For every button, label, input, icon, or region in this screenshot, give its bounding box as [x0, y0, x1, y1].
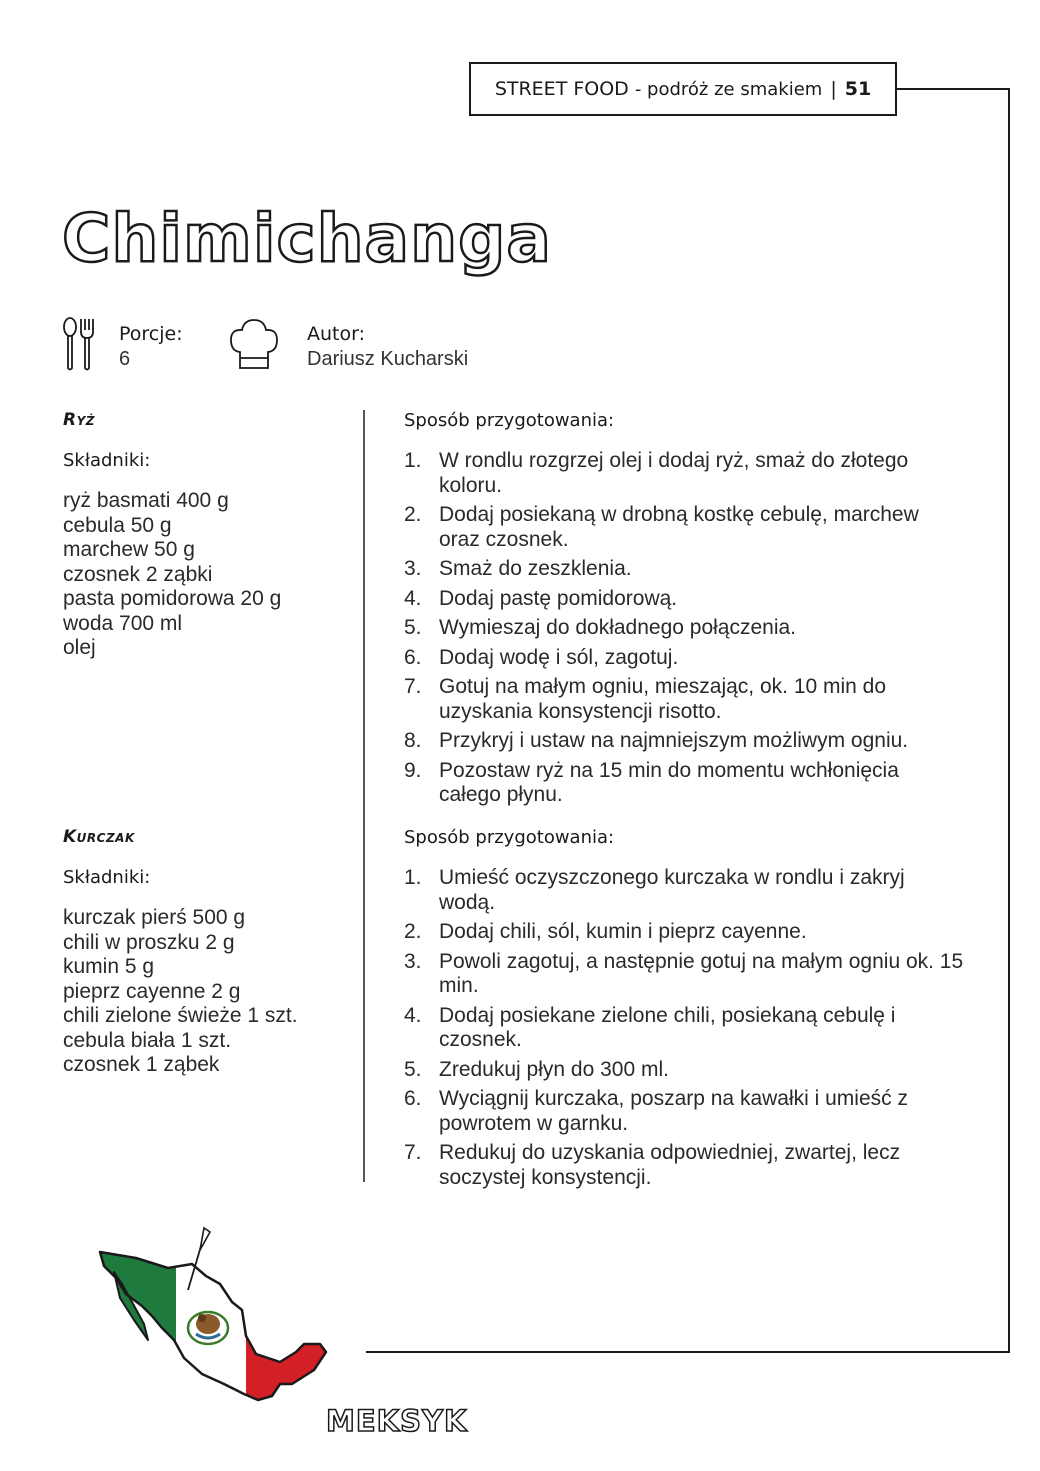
step-item: 7. Redukuj do uzyskania odpowiedniej, zwartej, lecz soczystej konsystencji.: [404, 1141, 901, 1189]
list-item: pasta pomidorowa 20 g: [63, 587, 282, 610]
list-item: marchew 50 g: [63, 538, 195, 561]
chef-hat-icon: [229, 318, 279, 372]
frame-line-top: [897, 88, 1010, 90]
list-item: cebula 50 g: [63, 513, 172, 537]
step-item: 9. Pozostaw ryż na 15 min do momentu wchłonięcia całego płynu.: [404, 758, 899, 806]
list-item: olej: [63, 636, 96, 659]
ingredients-label-kurczak: Składniki:: [63, 867, 151, 888]
step-item: 7. Gotuj na małym ogniu, mieszając, ok. 10 min do uzyskania konsystencji risotto.: [404, 675, 887, 723]
author-label: Autor:: [307, 323, 365, 345]
country-name: MEKSYK: [326, 1404, 468, 1438]
step-item: 1. Umieść oczyszczonego kurczaka w rondlu i zakryj wodą.: [404, 866, 905, 914]
column-divider: [363, 410, 365, 1182]
step-item: 5. Wymieszaj do dokładnego połączenia.: [404, 616, 797, 639]
section-title-ryz: Ryż: [63, 410, 95, 430]
frame-line-bottom: [366, 1351, 1010, 1353]
step-item: 1. W rondlu rozgrzej olej i dodaj ryż, smaż do złotego koloru.: [404, 449, 909, 497]
list-item: czosnek 2 ząbki: [63, 562, 213, 586]
list-item: kurczak pierś 500 g: [63, 906, 246, 929]
method-label-ryz: Sposób przygotowania:: [404, 410, 615, 431]
list-item: woda 700 ml: [63, 611, 183, 635]
cutlery-icon: [60, 316, 100, 372]
running-header: [469, 62, 897, 116]
list-item: chili w proszku 2 g: [63, 930, 235, 954]
method-label-kurczak: Sposób przygotowania:: [404, 827, 615, 848]
mexico-flag-map-icon: [96, 1224, 332, 1404]
ingredients-list-kurczak: [63, 906, 298, 1078]
step-item: 2. Dodaj chili, sól, kumin i pieprz cayenne.: [404, 920, 807, 943]
author-value: Dariusz Kucharski: [307, 348, 469, 370]
step-item: 3. Smaż do zeszklenia.: [404, 557, 632, 580]
servings-label: Porcje:: [119, 323, 183, 345]
list-item: czosnek 1 ząbek: [63, 1053, 220, 1076]
list-item: chili zielone świeże 1 szt.: [63, 1004, 298, 1027]
header-separator: |: [830, 78, 837, 100]
header-subtitle: - podróż ze smakiem: [634, 78, 823, 100]
servings-value: 6: [119, 348, 131, 370]
header-title: STREET FOOD: [494, 78, 629, 100]
steps-list-ryz: [404, 449, 964, 813]
step-item: 6. Wyciągnij kurczaka, poszarp na kawałki i umieść z powrotem w garnku.: [404, 1087, 908, 1135]
step-item: 3. Powoli zagotuj, a następnie gotuj na małym ogniu ok. 15 min.: [404, 949, 964, 997]
list-item: cebula biała 1 szt.: [63, 1028, 232, 1052]
step-item: 5. Zredukuj płyn do 300 ml.: [404, 1057, 669, 1081]
step-item: 6. Dodaj wodę i sól, zagotuj.: [404, 645, 679, 669]
list-item: kumin 5 g: [63, 955, 155, 978]
list-item: ryż basmati 400 g: [63, 489, 229, 512]
list-item: pieprz cayenne 2 g: [63, 979, 241, 1003]
section-title-kurczak: Kurczak: [63, 827, 135, 847]
ingredients-label-ryz: Składniki:: [63, 450, 151, 471]
steps-list-kurczak: [404, 866, 964, 1195]
step-item: 8. Przykryj i ustaw na najmniejszym możliwym ogniu.: [404, 729, 909, 752]
step-item: 2. Dodaj posiekaną w drobną kostkę cebulę, marchew oraz czosnek.: [404, 503, 919, 551]
ingredients-list-ryz: [63, 489, 281, 661]
step-item: 4. Dodaj pastę pomidorową.: [404, 586, 678, 610]
recipe-title: Chimichanga: [62, 200, 552, 277]
step-item: 4. Dodaj posiekane zielone chili, posiekaną cebulę i czosnek.: [404, 1003, 896, 1051]
frame-line-right: [1008, 88, 1010, 1353]
page-number: 51: [844, 78, 872, 100]
